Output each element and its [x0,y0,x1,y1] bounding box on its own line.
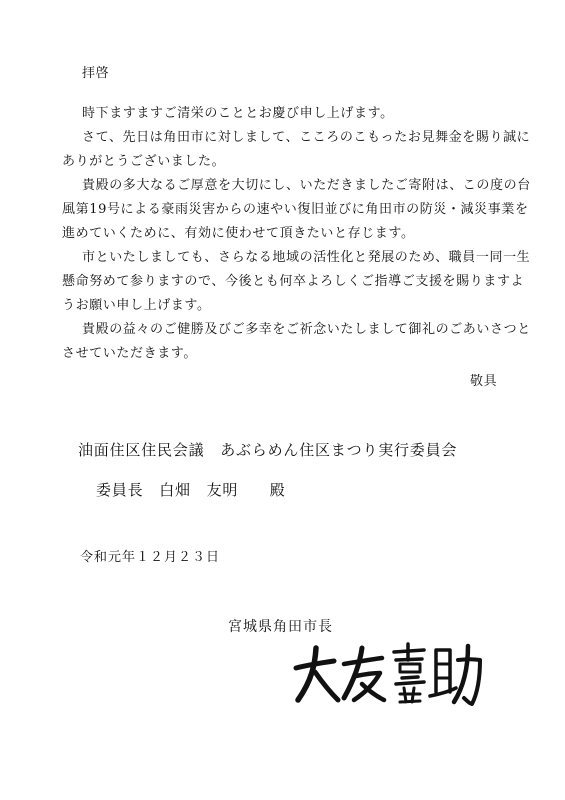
body-line: 貴殿の益々のご健勝及びご多幸をご祈念いたしまして御礼のごあいさつと [82,322,531,337]
body-line: 風第19号による豪雨災害からの速やい復旧並びに角田市の防災・減災事業を [62,202,529,217]
body-line: 時下ますますご清栄のこととお慶び申し上げます。 [82,106,394,121]
body-line: 進めていくために、有効に使わせて頂きたいと存じます。 [62,226,415,241]
body-line: 市といたしましても、さらなる地域の活性化と発展のため、職員一同一生 [82,250,531,265]
handwritten-signature [290,640,490,710]
recipient-organization: 油面住区住民会議 あぶらめん住区まつり実行委員会 [78,441,458,459]
body-line: 懸命努めて参りますので、今後とも何卒よろしくご指導ご支援を賜りますよ [62,274,525,289]
body-line: 貴殿の多大なるご厚意を大切にし、いただきましたご寄附は、この度の台 [82,178,531,193]
sender-title: 宮城県角田市長 [228,619,333,635]
body-line: さて、先日は角田市に対しまして、こころのこもったお見舞金を賜り誠に [82,130,531,145]
body-line: ありがとうございました。 [62,154,226,169]
closing-phrase: 敬具 [470,374,498,389]
salutation: 拝啓 [82,66,110,81]
body-line: させていただきます。 [62,346,197,361]
recipient-name: 委員長 白畑 友明 殿 [96,481,286,499]
body-line: うお願い申し上げます。 [62,298,211,313]
letter-date: 令和元年１２月２３日 [80,550,221,565]
